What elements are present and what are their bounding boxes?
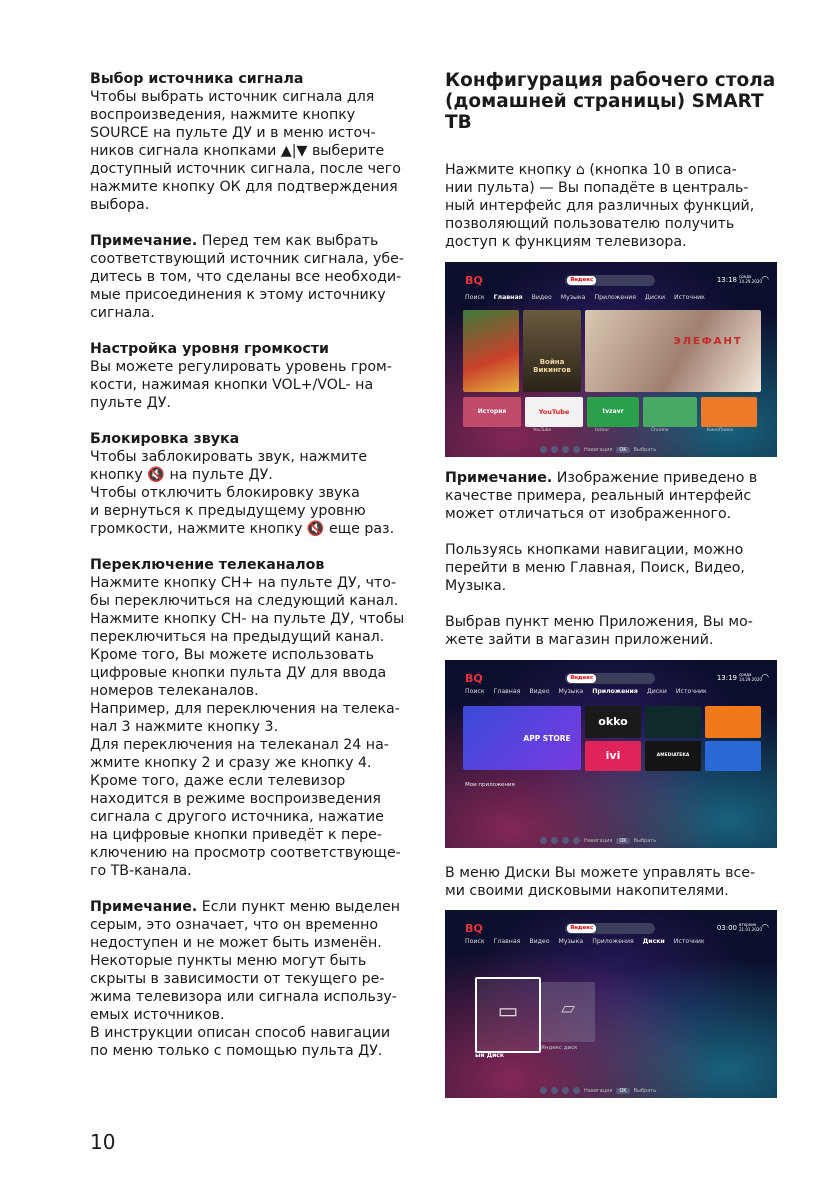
menu-apps: Приложения <box>594 294 636 301</box>
hint-bar <box>540 446 656 453</box>
nav-hint: Навигация <box>584 446 613 453</box>
menu-apps: Приложения <box>592 938 634 945</box>
banner-tile <box>585 310 761 392</box>
menu-music: Музыка <box>558 688 584 695</box>
select-hint: Выбрать <box>633 446 657 453</box>
disk2-label: Яндекс диск <box>541 1045 578 1051</box>
youtube-label: YouTube <box>538 408 570 416</box>
hint-bar <box>540 1087 656 1094</box>
menu-apps: Приложения <box>592 688 638 695</box>
menu-music: Музыка <box>560 294 586 301</box>
bq-logo: BQ <box>465 922 483 935</box>
folder-icon: ▭ <box>497 999 519 1024</box>
note3 <box>445 469 785 523</box>
date: вторник 21.01.2020 <box>739 922 762 932</box>
my-apps-label: Мои приложения <box>465 782 515 788</box>
menu-disks: Диски <box>644 294 666 301</box>
menu-source: Источник <box>675 688 707 695</box>
nav-hint: Навигация <box>584 1087 613 1094</box>
section-title: Конфигурация рабочего стола (домашней страницы) SMART ТВ <box>445 70 776 133</box>
chrome-tile <box>643 397 697 427</box>
kinopoisk-tile <box>701 397 757 427</box>
tv-screenshot-home <box>445 262 777 457</box>
channel-text: Нажмите кнопку CH+ на пульте ДУ, что- бы переключиться на следующий канал. Нажмите кнопку CH- на пульте ДУ, чтобы переключиться на предыдущий канал. Кроме того, Вы можете использовать цифровые кнопки пульта ДУ для ввода номеров телеканалов. Например, для переключения на телека- нал 3 нажмите кнопку 3. Для переключения на телеканал 24 на- жмите кнопку 2 и сразу же кнопку 4. Кроме того, даже если телевизор находится в режиме воспроизведения сигнала с другого источника, нажатие на цифровые кнопки приведёт к пере- ключению на просмотр соответствующе- го ТВ-канала. <box>90 575 405 879</box>
note2 <box>90 898 425 1060</box>
ivi-tile <box>585 741 641 771</box>
clock: 03:00 <box>716 924 737 932</box>
note1-label: Примечание. <box>90 233 198 249</box>
source-heading: Выбор источника сигнала <box>90 71 304 87</box>
note2-text: Если пункт меню выделен серым, это означает, что он временно недоступен и не может быть изменён. Некоторые пункты меню могут быть скрыты в зависимости от текущего ре- жима телевизора или сигнала использу- емых источников. В инструкции описан способ навигации по меню только с помощью пульта ДУ. <box>90 899 400 1059</box>
menu-video: Видео <box>529 688 550 695</box>
tv-screenshot-apps <box>445 660 777 848</box>
menu-home: Главная <box>493 688 521 695</box>
intro-text: Нажмите кнопку ⌂ (кнопка 10 в описа- нии пульта) — Вы попадёте в централь- ный интерфейс для различных функций, позволяющий пользователю получить доступ к функциям телевизора. <box>445 162 755 250</box>
mute-heading: Блокировка звука <box>90 431 240 447</box>
caption-chrome: Chrome <box>651 428 669 433</box>
tv-menu <box>465 938 705 945</box>
caption-youtube: YouTube <box>533 428 552 433</box>
note3-text: Изображение приведено в качестве примера, реальный интерфейс может отличаться от изображенного. <box>445 470 758 522</box>
menu-search: Поиск <box>465 938 485 945</box>
tvzavr-tile <box>587 397 639 427</box>
menu-home: Главная <box>493 938 521 945</box>
date: среда 14.29.2020 <box>739 274 762 284</box>
yandex-badge: Яндекс <box>567 924 596 933</box>
nav-hint: Навигация <box>584 837 613 844</box>
wifi-icon: ◠ <box>761 275 769 285</box>
menu-home: Главная <box>493 294 523 301</box>
banner-title: ЭЛЕФАНТ <box>673 336 743 347</box>
caption-tvzavr: tvzavr <box>595 428 610 433</box>
select-hint: Выбрать <box>633 837 657 844</box>
okko-label: okko <box>598 715 628 728</box>
volume-text: Вы можете регулировать уровень гром- кости, нажимая кнопки VOL+/VOL- на пульте ДУ. <box>90 359 392 411</box>
search-bar <box>565 275 655 286</box>
ivi-label: ivi <box>605 749 621 762</box>
date: среда 14.29.2020 <box>739 672 762 682</box>
note2-label: Примечание. <box>90 899 198 915</box>
wifi-icon: ◠ <box>761 673 769 683</box>
menu-disks: Диски <box>642 938 665 945</box>
movie-title: Война Викингов <box>533 358 571 374</box>
search-bar <box>565 923 655 934</box>
youtube-tile <box>525 397 583 427</box>
volume-heading: Настройка уровня громкости <box>90 341 329 357</box>
select-hint: Выбрать <box>633 1087 657 1094</box>
menu-video: Видео <box>531 294 552 301</box>
poster-tile-2 <box>523 310 581 392</box>
tv-screenshot-disks <box>445 910 777 1098</box>
menu-search: Поиск <box>465 688 485 695</box>
menu-music: Музыка <box>558 938 584 945</box>
note3-label: Примечание. <box>445 470 553 486</box>
disk-tile-selected <box>475 977 541 1053</box>
note1 <box>90 232 425 322</box>
hint-bar <box>540 837 656 844</box>
history-tile <box>463 397 521 427</box>
right-column-mid <box>445 469 785 649</box>
apps-text: Выбрав пункт меню Приложения, Вы мо- жете зайти в магазин приложений. <box>445 614 753 648</box>
app-tile-blue <box>705 741 761 771</box>
disk1-label: ый Диск <box>475 1052 504 1059</box>
poster-tile-1 <box>463 310 519 392</box>
nav-text: Пользуясь кнопками навигации, можно перейти в меню Главная, Поиск, Видео, Музыка. <box>445 542 745 594</box>
menu-video: Видео <box>529 938 550 945</box>
search-bar <box>565 673 655 684</box>
wifi-icon: ◠ <box>761 923 769 933</box>
appstore-tile <box>463 706 581 770</box>
menu-disks: Диски <box>646 688 667 695</box>
disk-tile-yandex <box>541 982 595 1042</box>
tv-menu <box>465 294 705 301</box>
ok-hint: OK <box>616 838 629 844</box>
amediateka-tile <box>645 741 701 771</box>
left-column <box>90 70 425 1060</box>
right-column-bottom <box>445 864 785 900</box>
ok-hint: OK <box>616 447 629 453</box>
tv-menu <box>465 688 707 695</box>
drive-icon: ▱ <box>561 998 575 1019</box>
megogo-tile <box>645 706 701 738</box>
appstore-label: APP STORE <box>523 734 571 743</box>
menu-search: Поиск <box>465 294 485 301</box>
page-number: 10 <box>90 1130 116 1154</box>
tvzavr-label: tvzavr <box>602 408 624 415</box>
clock: 13:18 <box>716 276 737 284</box>
ok-hint: OK <box>616 1088 629 1094</box>
okko-tile <box>585 706 641 738</box>
right-column-top <box>445 70 785 251</box>
yandex-badge: Яндекс <box>567 276 596 285</box>
bq-logo: BQ <box>465 274 483 287</box>
kinopoisk-tile <box>705 706 761 738</box>
channel-heading: Переключение телеканалов <box>90 557 325 573</box>
history-label: История <box>477 408 507 415</box>
menu-source: Источник <box>674 294 705 301</box>
mute-text: Чтобы заблокировать звук, нажмите кнопку 🔇 на пульте ДУ. Чтобы отключить блокировку звука и вернуться к предыдущему уровню громкости, нажмите кнопку 🔇 еще раз. <box>90 449 395 537</box>
caption-kinopoisk: КиноПоиск <box>707 428 734 433</box>
disks-text: В меню Диски Вы можете управлять все- ми своими дисковыми накопителями. <box>445 865 756 899</box>
clock: 13:19 <box>716 674 737 682</box>
bq-logo: BQ <box>465 672 483 685</box>
amediateka-label: AMEDIATEKA <box>656 753 690 758</box>
yandex-badge: Яндекс <box>567 674 596 683</box>
menu-source: Источник <box>673 938 705 945</box>
note1-text: Перед тем как выбрать соответствующий источник сигнала, убе- дитесь в том, что сделаны все необходи- мые присоединения к этому источнику сигнала. <box>90 233 405 321</box>
source-text: Чтобы выбрать источник сигнала для воспроизведения, нажмите кнопку SOURCE на пульте ДУ и в меню источ- ников сигнала кнопками ▲|▼ выберите доступный источник сигнала, после чего нажмите кнопку ОК для подтверждения выбора. <box>90 89 401 213</box>
